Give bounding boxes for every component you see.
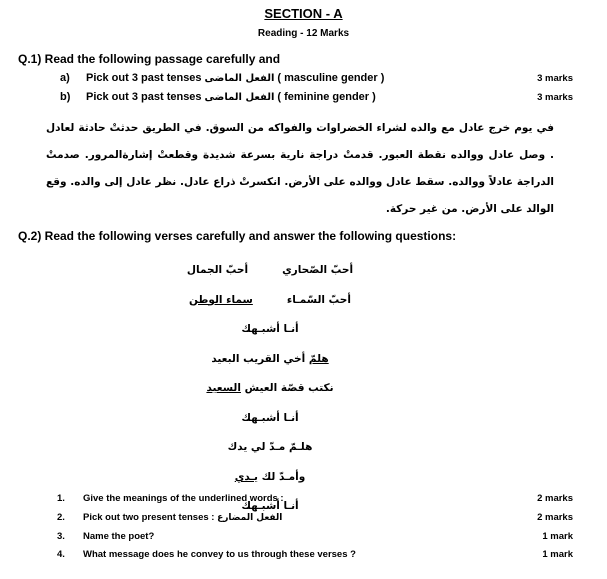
q2-question-4-text: What message does he convey to us through these verses ? xyxy=(83,549,356,560)
q2-question-2-arabic: الفعل المضارع xyxy=(217,513,283,523)
poem-line-1-a: أحبّ الصّحاري xyxy=(282,264,354,276)
q1-heading: Q.1) Read the following passage carefully and xyxy=(18,52,281,66)
q2-question-3-num: 3. xyxy=(57,531,65,542)
q2-question-3-marks: 1 mark xyxy=(542,531,573,542)
q1-item-b-text: Pick out 3 past tenses xyxy=(86,91,202,103)
q1-item-b xyxy=(60,91,376,103)
q2-question-2-marks: 2 marks xyxy=(537,512,573,523)
poem-line-5 xyxy=(150,374,390,404)
q1-item-b-marks: 3 marks xyxy=(537,92,573,103)
q2-question-4-marks: 1 mark xyxy=(542,549,573,560)
q2-question-2-num: 2. xyxy=(57,512,65,523)
q2-question-1-num: 1. xyxy=(57,493,65,504)
q2-question-4-num: 4. xyxy=(57,549,65,560)
poem-line-9: أنـا أشبـهك xyxy=(241,500,299,512)
poem-line-4-a-underlined: هلمّ xyxy=(308,352,329,365)
q1-item-a-arabic: الفعل الماضى xyxy=(204,73,275,84)
section-title: SECTION - A xyxy=(264,6,343,21)
q1-item-a-marks: 3 marks xyxy=(537,73,573,84)
poem-line-2-a: أحبّ السّمـاء xyxy=(286,293,351,306)
q2-question-1 xyxy=(57,493,284,504)
poem-line-8-b-underlined: يـدي xyxy=(234,470,258,483)
q2-question-1-marks: 2 marks xyxy=(537,493,573,504)
q1-item-a-label: a) xyxy=(60,72,70,84)
q1-item-b-label: b) xyxy=(60,91,71,103)
q2-question-2 xyxy=(57,512,282,523)
q1-passage: في يوم خرج عادل مع والده لشراء الخضراوات والفواكه من السوق. في الطريق حدثتْ حادثة لعادل . وصل عادل ووالده نقطة العبور. قدمتْ دراجة نارية بسرعة شديدة وقطعتْ إشارةالمرور. صدمتْ الدراجة عادلاً ووالده. سقط عادل ووالده على الأرض. انكسرتْ ذراع عادل. نظر عادل إلى والده. وقع الوالد على الأرض. من غير حركة. xyxy=(46,122,554,215)
poem xyxy=(150,256,390,522)
poem-line-1-b: أحبّ الجمال xyxy=(186,264,249,276)
poem-line-1 xyxy=(150,256,390,286)
poem-line-7: هلـمّ مـدّ لي يدك xyxy=(227,441,313,453)
q1-item-a xyxy=(60,72,384,84)
q1-item-b-suffix: ( feminine gender ) xyxy=(277,91,376,103)
poem-line-5-a: نكتب قصّة العيش xyxy=(240,382,334,394)
q2-question-4 xyxy=(57,549,356,560)
poem-line-3: أنـا أشبـهك xyxy=(241,323,299,335)
poem-line-2-b-underlined: سماء الوطن xyxy=(189,293,253,306)
q2-question-1-text: Give the meanings of the underlined words : xyxy=(83,493,284,504)
q2-question-3 xyxy=(57,531,154,542)
poem-line-8 xyxy=(150,463,390,493)
q2-question-3-text: Name the poet? xyxy=(83,531,155,542)
poem-line-4-b: أخي القريب البعيد xyxy=(211,352,309,365)
q1-item-a-text: Pick out 3 past tenses xyxy=(86,72,202,84)
q2-question-2-text: Pick out two present tenses : xyxy=(83,512,215,523)
poem-line-8-a: وأمـدّ لك xyxy=(257,470,306,483)
poem-line-5-b-underlined: السعيد xyxy=(206,382,241,394)
q2-heading: Q.2) Read the following verses carefully and answer the following questions: xyxy=(18,229,457,243)
q1-item-a-suffix: ( masculine gender ) xyxy=(277,72,385,84)
q1-item-b-arabic: الفعل الماضى xyxy=(204,92,275,103)
section-subtitle: Reading - 12 Marks xyxy=(257,28,350,39)
poem-line-4 xyxy=(150,345,390,375)
poem-line-2 xyxy=(150,286,390,316)
poem-line-6: أنـا أشبـهك xyxy=(241,411,299,424)
